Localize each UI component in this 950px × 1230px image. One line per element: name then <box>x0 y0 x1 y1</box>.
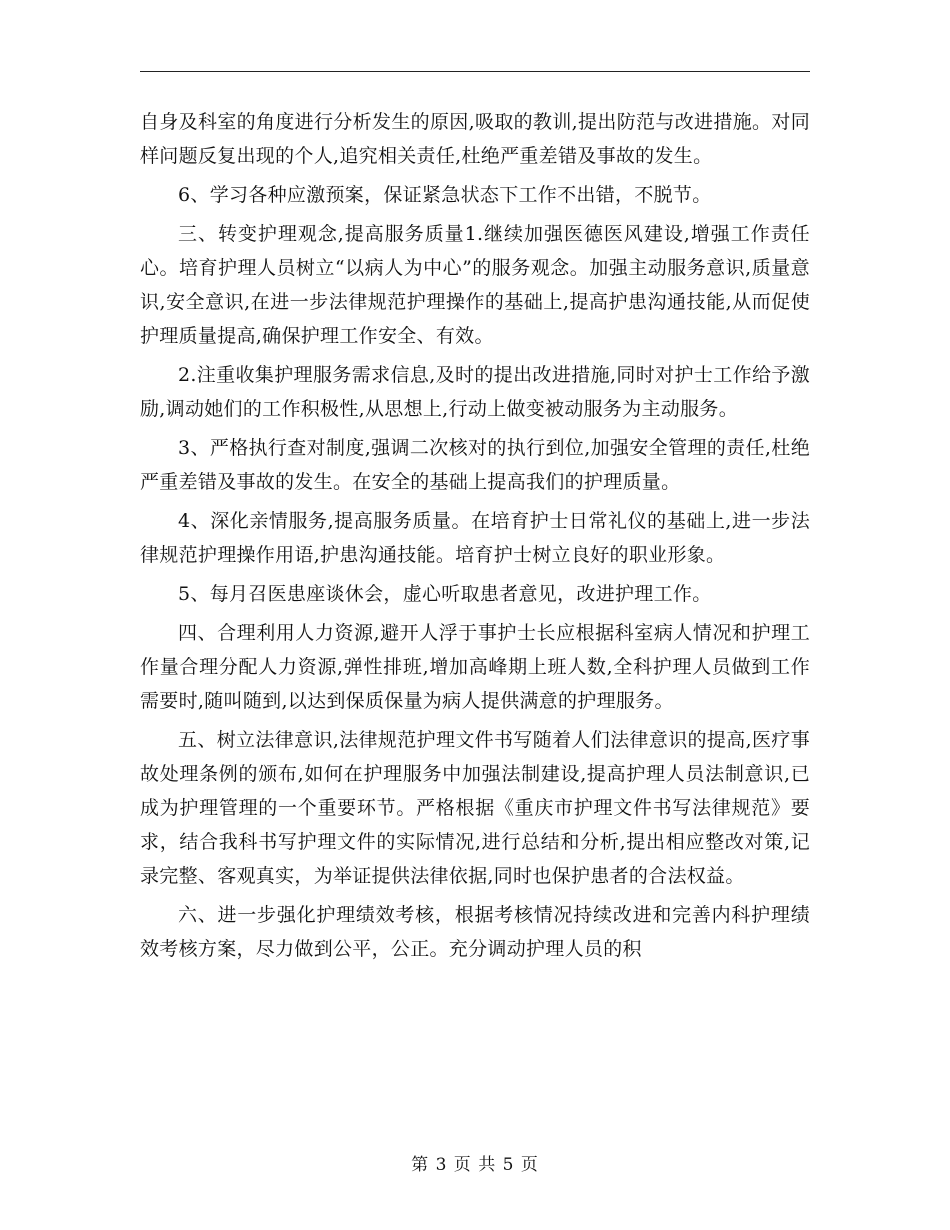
header-rule <box>140 71 810 72</box>
paragraph-item-3: 3、严格执行查对制度,强调二次核对的执行到位,加强安全管理的责任,杜绝严重差错及事故的发生。在安全的基础上提高我们的护理质量。 <box>140 437 810 493</box>
document-body <box>140 105 810 971</box>
paragraph-section-6: 六、进一步强化护理绩效考核，根据考核情况持续改进和完善内科护理绩效考核方案，尽力做到公平，公正。充分调动护理人员的积 <box>140 904 810 960</box>
paragraph-section-5: 五、树立法律意识,法律规范护理文件书写随着人们法律意识的提高,医疗事故处理条例的颁布,如何在护理服务中加强法制建设,提高护理人员法制意识,已成为护理管理的一个重要环节。严格根据《重庆市护理文件书写法律规范》要求，结合我科书写护理文件的实际情况,进行总结和分析,提出相应整改对策,记录完整、客观真实，为举证提供法律依据,同时也保护患者的合法权益。 <box>140 729 810 887</box>
paragraph-item-4: 4、深化亲情服务,提高服务质量。在培育护士日常礼仪的基础上,进一步法律规范护理操作用语,护患沟通技能。培育护士树立良好的职业形象。 <box>140 510 810 566</box>
paragraph-item-5: 5、每月召医患座谈休会，虚心听取患者意见，改进护理工作。 <box>178 583 712 605</box>
page-footer: 第 3 页 共 5 页 <box>411 1155 539 1175</box>
paragraph-item-6: 6、学习各种应激预案，保证紧急状态下工作不出错，不脱节。 <box>178 184 712 206</box>
paragraph-item-2: 2.注重收集护理服务需求信息,及时的提出改进措施,同时对护士工作给予激励,调动她们的工作积极性,从思想上,行动上做变被动服务为主动服务。 <box>140 364 810 420</box>
paragraph-continuation: 自身及科室的角度进行分析发生的原因,吸取的教训,提出防范与改进措施。对同样问题反复出现的个人,追究相关责任,杜绝严重差错及事故的发生。 <box>140 111 810 167</box>
paragraph-section-3: 三、转变护理观念,提高服务质量1.继续加强医德医风建设,增强工作责任心。培育护理人员树立“以病人为中心”的服务观念。加强主动服务意识,质量意识,安全意识,在进一步法律规范护理操作的基础上,提高护患沟通技能,从而促使护理质量提高,确保护理工作安全、有效。 <box>140 223 810 347</box>
paragraph-section-4: 四、合理利用人力资源,避开人浮于事护士长应根据科室病人情况和护理工作量合理分配人力资源,弹性排班,增加高峰期上班人数,全科护理人员做到工作需要时,随叫随到,以达到保质保量为病人提供满意的护理服务。 <box>140 622 810 712</box>
